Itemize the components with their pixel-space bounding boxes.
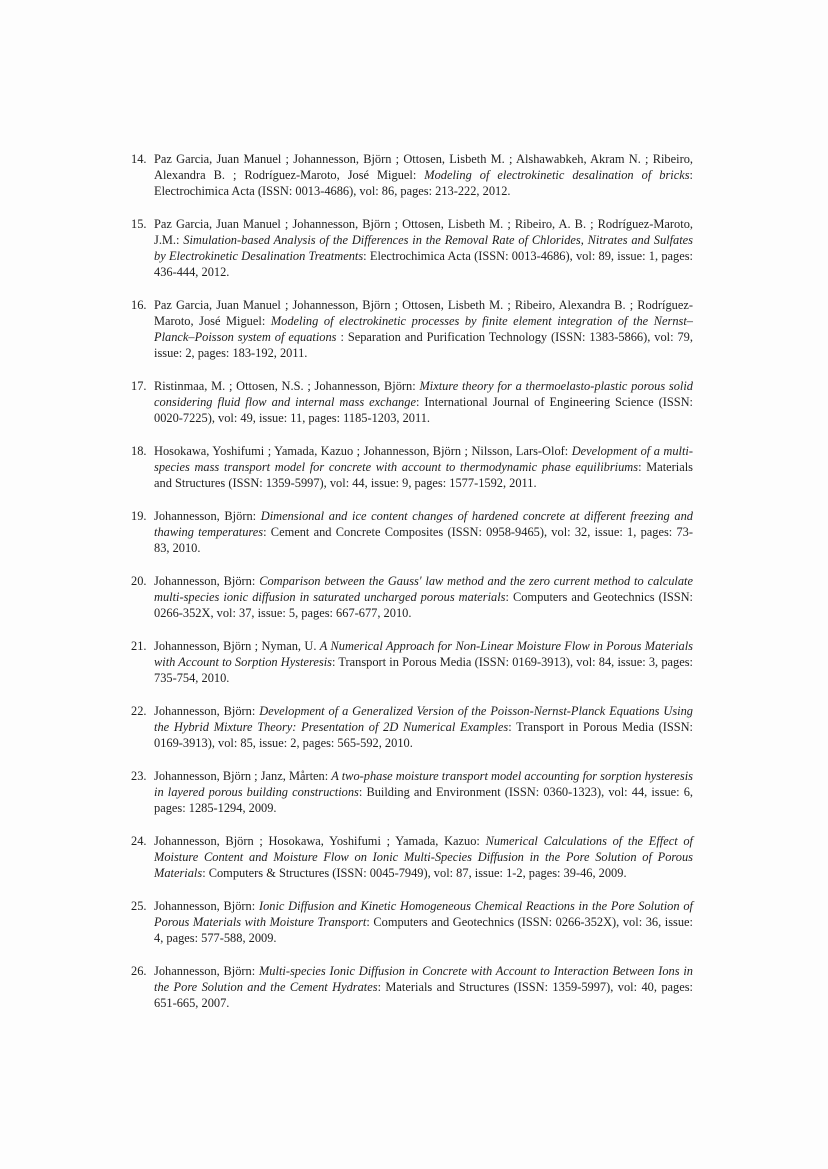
reference-details: : Transport in Porous Media (ISSN: 0169-3913), vol: 85, issue: 2, pages: 565-592, 2010.: [154, 720, 693, 750]
reference-item: [132, 443, 693, 491]
reference-authors: Paz Garcia, Juan Manuel ; Johannesson, Björn ; Ottosen, Lisbeth M. ; Alshawabkeh, Akram N. ; Ribeiro, Alexandra B. ; Rodríguez-Maroto, José Miguel:: [154, 152, 693, 182]
reference-number: 25.: [131, 899, 147, 913]
reference-title: Ionic Diffusion and Kinetic Homogeneous Chemical Reactions in the Pore Solution of Porous Materials with Moisture Transport: [154, 899, 693, 929]
reference-details: : Computers and Geotechnics (ISSN: 0266-352X, vol: 37, issue: 5, pages: 667-677, 2010.: [154, 590, 693, 620]
reference-title: Modeling of electrokinetic processes by finite element integration of the Nernst–Planck–Poisson system of equations: [154, 314, 693, 344]
reference-authors: Johannesson, Björn:: [154, 899, 259, 913]
reference-item: [132, 638, 693, 686]
reference-title: Comparison between the Gauss' law method and the zero current method to calculate multi-species ionic diffusion in saturated uncharged porous materials: [154, 574, 693, 604]
reference-details: : Transport in Porous Media (ISSN: 0169-3913), vol: 84, issue: 3, pages: 735-754, 2010.: [154, 655, 693, 685]
reference-title: Dimensional and ice content changes of hardened concrete at different freezing and thawing temperatures: [154, 509, 693, 539]
reference-item: [132, 297, 693, 361]
reference-number: 20.: [131, 574, 147, 588]
reference-text: [154, 573, 693, 621]
reference-title: A two-phase moisture transport model accounting for sorption hysteresis in layered porous building constructions: [154, 769, 693, 799]
reference-text: [154, 898, 693, 946]
reference-item: [132, 573, 693, 621]
reference-title: Development of a multi-species mass transport model for concrete with account to thermodynamic phase equilibriums: [154, 444, 693, 474]
reference-details: : Materials and Structures (ISSN: 1359-5997), vol: 44, issue: 9, pages: 1577-1592, 2011.: [154, 460, 693, 490]
reference-details: : Building and Environment (ISSN: 0360-1323), vol: 44, issue: 6, pages: 1285-1294, 2009.: [154, 785, 693, 815]
reference-details: : Materials and Structures (ISSN: 1359-5997), vol: 40, pages: 651-665, 2007.: [154, 980, 693, 1010]
reference-title: Numerical Calculations of the Effect of Moisture Content and Moisture Flow on Ionic Multi-Species Diffusion in the Pore Solution of Porous Materials: [154, 834, 693, 880]
reference-details: : International Journal of Engineering Science (ISSN: 0020-7225), vol: 49, issue: 11, pages: 1185-1203, 2011.: [154, 395, 693, 425]
reference-number: 17.: [131, 379, 147, 393]
reference-item: [132, 963, 693, 1011]
reference-number: 16.: [131, 298, 147, 312]
reference-number: 26.: [131, 964, 147, 978]
reference-details: : Computers and Geotechnics (ISSN: 0266-352X), vol: 36, issue: 4, pages: 577-588, 2009.: [154, 915, 694, 945]
reference-item: [132, 833, 693, 881]
reference-item: [132, 703, 693, 751]
reference-item: [132, 216, 693, 280]
reference-item: [132, 378, 693, 426]
reference-authors: Paz Garcia, Juan Manuel ; Johannesson, Björn ; Ottosen, Lisbeth M. ; Ribeiro, A. B. ; Rodríguez-Maroto, J.M.:: [154, 217, 693, 247]
reference-title: Modeling of electrokinetic desalination of bricks: [424, 168, 690, 182]
reference-authors: Johannesson, Björn:: [154, 964, 259, 978]
reference-text: [154, 963, 693, 1011]
reference-details: : Cement and Concrete Composites (ISSN: 0958-9465), vol: 32, issue: 1, pages: 73-83, 2010.: [154, 525, 693, 555]
reference-authors: Hosokawa, Yoshifumi ; Yamada, Kazuo ; Johannesson, Björn ; Nilsson, Lars-Olof:: [154, 444, 572, 458]
reference-number: 21.: [131, 639, 147, 653]
reference-item: [132, 768, 693, 816]
reference-number: 23.: [131, 769, 147, 783]
reference-text: [154, 508, 693, 556]
reference-number: 19.: [131, 509, 147, 523]
reference-authors: Johannesson, Björn ; Nyman, U.: [154, 639, 320, 653]
reference-text: [154, 216, 693, 280]
reference-number: 24.: [131, 834, 147, 848]
reference-number: 22.: [131, 704, 147, 718]
reference-authors: Ristinmaa, M. ; Ottosen, N.S. ; Johannesson, Björn:: [154, 379, 420, 393]
reference-title: Simulation-based Analysis of the Differences in the Removal Rate of Chlorides, Nitrates and Sulfates by Electrokinetic Desalination Treatments: [154, 233, 693, 263]
reference-authors: Johannesson, Björn:: [154, 509, 261, 523]
reference-authors: Johannesson, Björn:: [154, 704, 260, 718]
reference-text: [154, 151, 693, 199]
reference-authors: Paz Garcia, Juan Manuel ; Johannesson, Björn ; Ottosen, Lisbeth M. ; Ribeiro, Alexandra B. ; Rodríguez-Maroto, José Miguel:: [154, 298, 693, 328]
reference-number: 18.: [131, 444, 147, 458]
reference-title: Development of a Generalized Version of the Poisson-Nernst-Planck Equations Using the Hybrid Mixture Theory: Presentation of 2D Numerical Examples: [154, 704, 693, 734]
reference-text: [154, 378, 693, 426]
reference-authors: Johannesson, Björn ; Hosokawa, Yoshifumi ; Yamada, Kazuo:: [154, 834, 486, 848]
reference-authors: Johannesson, Björn ; Janz, Mårten:: [154, 769, 332, 783]
reference-text: [154, 638, 693, 686]
reference-details: : Electrochimica Acta (ISSN: 0013-4686), vol: 86, pages: 213-222, 2012.: [154, 168, 693, 198]
reference-item: [132, 898, 693, 946]
reference-title: Mixture theory for a thermoelasto-plastic porous solid considering fluid flow and internal mass exchange: [154, 379, 693, 409]
reference-item: [132, 508, 693, 556]
reference-text: [154, 768, 693, 816]
reference-number: 15.: [131, 217, 147, 231]
reference-text: [154, 703, 693, 751]
reference-details: : Electrochimica Acta (ISSN: 0013-4686), vol: 89, issue: 1, pages: 436-444, 2012.: [154, 249, 693, 279]
reference-text: [154, 833, 693, 881]
reference-list: [132, 151, 693, 1028]
reference-number: 14.: [131, 152, 147, 166]
reference-title: A Numerical Approach for Non-Linear Moisture Flow in Porous Materials with Account to Sorption Hysteresis: [154, 639, 693, 669]
reference-details: : Separation and Purification Technology (ISSN: 1383-5866), vol: 79, issue: 2, pages: 183-192, 2011.: [154, 330, 693, 360]
reference-title: Multi-species Ionic Diffusion in Concrete with Account to Interaction Between Ions in the Pore Solution and the Cement Hydrates: [154, 964, 693, 994]
reference-item: [132, 151, 693, 199]
reference-details: : Computers & Structures (ISSN: 0045-7949), vol: 87, issue: 1-2, pages: 39-46, 2009.: [202, 866, 627, 880]
reference-text: [154, 443, 693, 491]
reference-text: [154, 297, 693, 361]
reference-authors: Johannesson, Björn:: [154, 574, 260, 588]
